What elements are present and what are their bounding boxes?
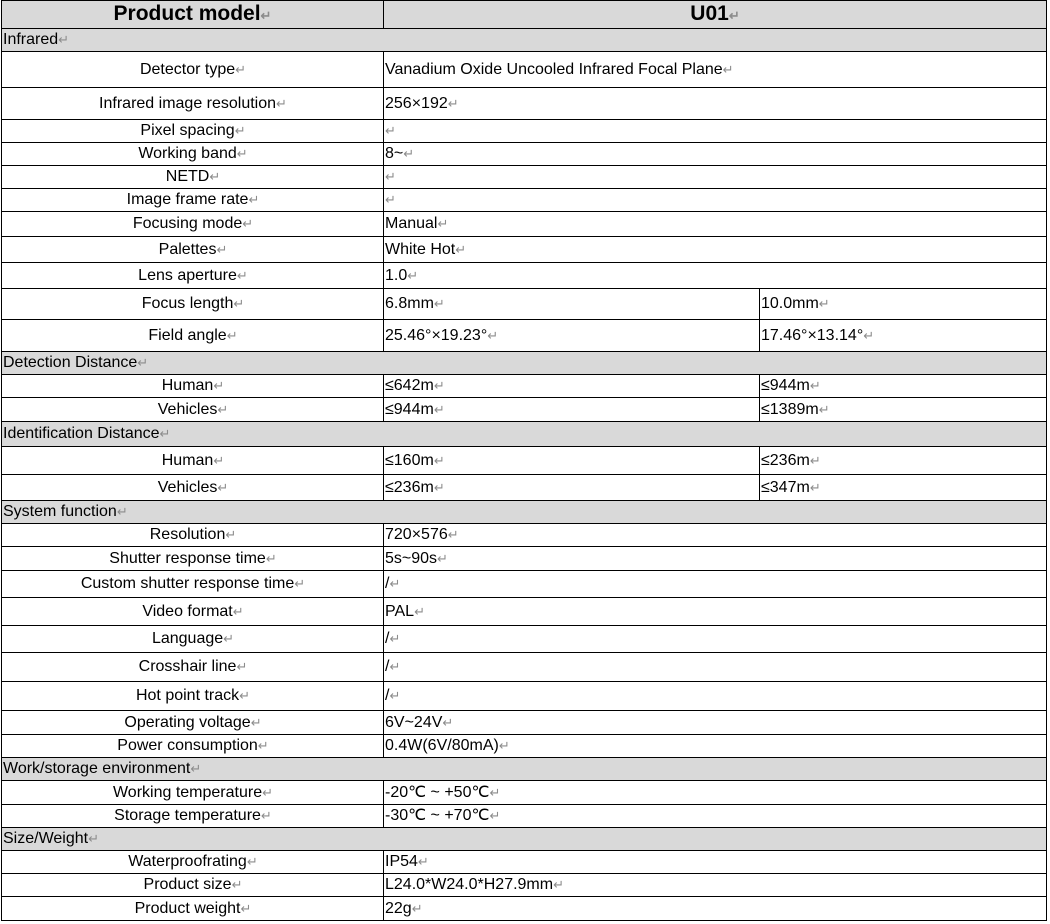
return-mark: ↵: [722, 61, 734, 77]
spec-label: Vehicles: [157, 478, 218, 496]
section-label: Infrared: [3, 31, 59, 48]
spec-row: [2, 626, 1047, 653]
spec-row: [2, 805, 1047, 828]
spec-label: Lens aperture: [138, 266, 237, 284]
return-mark: ↵: [58, 32, 70, 47]
spec-value-cell: [384, 682, 1047, 711]
spec-value-1-cell: [384, 289, 760, 320]
spec-value: L24.0*W24.0*H27.9mm: [385, 876, 554, 893]
spec-label: Working band: [138, 145, 237, 162]
return-mark: ↵: [417, 854, 429, 869]
return-mark: ↵: [116, 504, 128, 519]
spec-row: [2, 547, 1047, 571]
spec-label: Vehicles: [157, 400, 218, 418]
spec-row: [2, 781, 1047, 805]
return-mark: ↵: [213, 378, 225, 393]
header-label: Product model: [113, 1, 261, 25]
section-row: [2, 352, 1047, 375]
spec-label-cell: [2, 626, 384, 653]
spec-value-cell: [384, 547, 1047, 571]
spec-row: [2, 289, 1047, 320]
spec-value-cell: [384, 626, 1047, 653]
return-mark: ↵: [246, 854, 258, 869]
spec-label: Working temperature: [112, 783, 263, 801]
spec-value: -20℃ ~ +50℃: [385, 783, 490, 801]
spec-value-2-cell: [760, 375, 1047, 398]
spec-label-cell: [2, 212, 384, 237]
return-mark: ↵: [403, 146, 415, 161]
return-mark: ↵: [137, 355, 149, 370]
spec-value: 22g: [385, 899, 412, 917]
return-mark: ↵: [217, 401, 229, 417]
spec-value-cell: [384, 805, 1047, 828]
spec-label-cell: [2, 88, 384, 120]
spec-row: [2, 874, 1047, 897]
spec-value-cell: [384, 874, 1047, 897]
spec-value-cell: [384, 735, 1047, 758]
return-mark: ↵: [234, 123, 246, 138]
spec-label-cell: [2, 781, 384, 805]
return-mark: ↵: [225, 527, 237, 542]
spec-row: [2, 398, 1047, 422]
spec-value-cell: [384, 524, 1047, 547]
return-mark: ↵: [235, 61, 247, 77]
spec-row: [2, 189, 1047, 212]
return-mark: ↵: [262, 784, 273, 800]
spec-value: /: [385, 687, 390, 704]
spec-value: PAL: [385, 602, 415, 620]
spec-row: [2, 166, 1047, 189]
spec-label: Product weight: [134, 899, 241, 917]
spec-label-cell: [2, 897, 384, 921]
spec-label: Human: [161, 451, 214, 469]
spec-value-cell: [384, 781, 1047, 805]
section-label-cell: [2, 758, 1047, 781]
spec-label: Power consumption: [117, 737, 258, 754]
spec-value: 5s~90s: [385, 549, 438, 567]
spec-label: NETD: [165, 168, 210, 185]
spec-label-cell: [2, 547, 384, 571]
return-mark: ↵: [257, 738, 269, 753]
spec-row: [2, 475, 1047, 501]
return-mark: ↵: [433, 479, 445, 495]
spec-row: [2, 263, 1047, 289]
return-mark: ↵: [437, 550, 448, 566]
spec-value-2: 10.0mm: [761, 295, 819, 312]
spec-label: Hot point track: [135, 687, 240, 704]
section-label: System function: [3, 503, 117, 520]
spec-value-1: 6.8mm: [385, 295, 434, 312]
spec-value: 0.4W(6V/80mA): [385, 737, 499, 754]
return-mark: ↵: [809, 378, 821, 393]
spec-row: [2, 653, 1047, 682]
spec-row: [2, 711, 1047, 735]
spec-row: [2, 52, 1047, 88]
header-label-cell: [2, 1, 384, 29]
spec-label-cell: [2, 735, 384, 758]
section-label-cell: [2, 29, 1047, 52]
header-model: U01: [690, 1, 729, 25]
spec-label-cell: [2, 52, 384, 88]
section-label-cell: [2, 422, 1047, 447]
spec-label-cell: [2, 237, 384, 263]
spec-label: Palettes: [158, 240, 217, 258]
spec-row: [2, 682, 1047, 711]
spec-label: Video format: [142, 602, 233, 620]
spec-value-2: ≤236m: [761, 451, 810, 469]
section-label: Identification Distance: [3, 425, 160, 442]
section-row: [2, 758, 1047, 781]
return-mark: ↵: [487, 327, 499, 343]
spec-row: [2, 375, 1047, 398]
spec-label: Storage temperature: [114, 807, 261, 824]
return-mark: ↵: [455, 241, 467, 257]
return-mark: ↵: [447, 95, 459, 111]
return-mark: ↵: [863, 327, 875, 343]
spec-row: [2, 897, 1047, 921]
spec-value-cell: [384, 653, 1047, 682]
section-row: [2, 422, 1047, 447]
spec-label: Crosshair line: [138, 658, 237, 675]
return-mark: ↵: [88, 831, 99, 846]
return-mark: ↵: [433, 452, 445, 468]
spec-value-1: ≤236m: [385, 478, 434, 496]
spec-value-cell: [384, 263, 1047, 289]
return-mark: ↵: [236, 659, 248, 674]
return-mark: ↵: [236, 267, 248, 283]
return-mark: ↵: [159, 426, 171, 441]
return-mark: ↵: [223, 631, 235, 646]
return-mark: ↵: [433, 401, 445, 417]
spec-value: Vanadium Oxide Uncooled Infrared Focal Plane: [385, 60, 723, 78]
spec-value-2: ≤944m: [761, 377, 810, 394]
spec-label-cell: [2, 289, 384, 320]
spec-value-cell: [384, 711, 1047, 735]
return-mark: ↵: [447, 527, 459, 542]
spec-value-2-cell: [760, 320, 1047, 352]
return-mark: ↵: [242, 216, 254, 231]
spec-value-cell: [384, 189, 1047, 212]
return-mark: ↵: [248, 192, 260, 207]
section-label: Size/Weight: [3, 830, 89, 847]
return-mark: ↵: [489, 784, 501, 800]
spec-value: 1.0: [385, 266, 408, 284]
return-mark: ↵: [294, 576, 306, 591]
return-mark: ↵: [239, 688, 251, 703]
spec-value-2-cell: [760, 475, 1047, 501]
spec-value-cell: [384, 212, 1047, 237]
spec-value-cell: [384, 851, 1047, 874]
spec-value-cell: [384, 571, 1047, 598]
spec-label-cell: [2, 475, 384, 501]
return-mark: ↵: [213, 452, 225, 468]
section-label-cell: [2, 352, 1047, 375]
spec-label-cell: [2, 805, 384, 828]
spec-value-2-cell: [760, 289, 1047, 320]
spec-value-1-cell: [384, 375, 760, 398]
section-label: Work/storage environment: [3, 760, 191, 777]
return-mark: ↵: [209, 169, 221, 184]
spec-row: [2, 120, 1047, 143]
return-mark: ↵: [553, 877, 564, 892]
spec-value: /: [385, 658, 390, 675]
spec-value-1: ≤642m: [385, 377, 434, 394]
spec-value-cell: [384, 120, 1047, 143]
spec-value-2-cell: [760, 398, 1047, 422]
section-row: [2, 828, 1047, 851]
return-mark: ↵: [809, 479, 821, 495]
return-mark: ↵: [389, 631, 401, 646]
return-mark: ↵: [433, 296, 445, 311]
spec-value-cell: [384, 88, 1047, 120]
spec-value-2: ≤347m: [761, 478, 810, 496]
return-mark: ↵: [231, 877, 243, 892]
spec-row: [2, 735, 1047, 758]
spec-value-2-cell: [760, 447, 1047, 475]
spec-row: [2, 571, 1047, 598]
return-mark: ↵: [216, 241, 228, 257]
return-mark: ↵: [411, 900, 423, 916]
return-mark: ↵: [260, 7, 272, 23]
return-mark: ↵: [233, 296, 245, 311]
return-mark: ↵: [498, 738, 510, 753]
section-row: [2, 29, 1047, 52]
return-mark: ↵: [385, 169, 396, 184]
spec-label: Resolution: [149, 526, 226, 543]
spec-row: [2, 851, 1047, 874]
spec-value: IP54: [385, 853, 418, 870]
spec-value: White Hot: [385, 240, 456, 258]
spec-label: Focus length: [141, 295, 234, 312]
spec-value: 256×192: [385, 94, 448, 112]
spec-label-cell: [2, 320, 384, 352]
spec-value-1-cell: [384, 320, 760, 352]
spec-label-cell: [2, 524, 384, 547]
spec-row: [2, 320, 1047, 352]
spec-label-cell: [2, 851, 384, 874]
spec-value-cell: [384, 52, 1047, 88]
return-mark: ↵: [250, 714, 262, 730]
spec-value-cell: [384, 598, 1047, 626]
spec-value-1: ≤160m: [385, 451, 434, 469]
spec-label-cell: [2, 143, 384, 166]
spec-value-1-cell: [384, 398, 760, 422]
spec-row: [2, 212, 1047, 237]
return-mark: ↵: [437, 216, 449, 231]
return-mark: ↵: [236, 146, 248, 161]
spec-label-cell: [2, 189, 384, 212]
header-model-cell: [384, 1, 1047, 29]
return-mark: ↵: [190, 761, 202, 776]
spec-label: Field angle: [148, 326, 227, 344]
spec-label: Focusing mode: [132, 215, 243, 232]
spec-label: Human: [161, 377, 214, 394]
return-mark: ↵: [809, 452, 821, 468]
spec-label: Detector type: [139, 60, 236, 78]
spec-value: Manual: [385, 215, 438, 232]
spec-label-cell: [2, 598, 384, 626]
return-mark: ↵: [407, 267, 419, 283]
spec-label: Custom shutter response time: [80, 575, 295, 592]
spec-label-cell: [2, 653, 384, 682]
spec-value-1-cell: [384, 447, 760, 475]
spec-label: Pixel spacing: [140, 122, 235, 139]
section-label: Detection Distance: [3, 354, 138, 371]
return-mark: ↵: [818, 296, 830, 311]
spec-label-cell: [2, 571, 384, 598]
spec-row: [2, 524, 1047, 547]
return-mark: ↵: [226, 327, 238, 343]
spec-value: 8~: [385, 145, 404, 162]
spec-row: [2, 88, 1047, 120]
spec-value-cell: [384, 166, 1047, 189]
return-mark: ↵: [276, 95, 287, 111]
return-mark: ↵: [414, 603, 425, 619]
return-mark: ↵: [442, 714, 454, 730]
header-row: [2, 1, 1047, 29]
spec-value-cell: [384, 897, 1047, 921]
section-label-cell: [2, 501, 1047, 524]
spec-label-cell: [2, 447, 384, 475]
spec-label-cell: [2, 263, 384, 289]
spec-row: [2, 598, 1047, 626]
spec-label: Language: [151, 630, 224, 647]
spec-label-cell: [2, 682, 384, 711]
return-mark: ↵: [389, 659, 401, 674]
spec-label: Waterproofrating: [128, 853, 247, 870]
spec-table-body: [2, 1, 1047, 921]
spec-value-1: ≤944m: [385, 400, 434, 418]
spec-label-cell: [2, 375, 384, 398]
return-mark: ↵: [728, 7, 740, 23]
spec-value-1: 25.46°×19.23°: [385, 326, 488, 344]
spec-label-cell: [2, 166, 384, 189]
spec-label-cell: [2, 711, 384, 735]
section-label-cell: [2, 828, 1047, 851]
return-mark: ↵: [818, 401, 830, 417]
return-mark: ↵: [260, 808, 272, 823]
spec-row: [2, 143, 1047, 166]
return-mark: ↵: [232, 603, 244, 619]
return-mark: ↵: [217, 479, 229, 495]
spec-value: -30℃ ~ +70℃: [385, 807, 490, 824]
return-mark: ↵: [240, 900, 252, 916]
return-mark: ↵: [433, 378, 445, 393]
spec-label: Infrared image resolution: [99, 94, 277, 112]
spec-label: Product size: [143, 876, 232, 893]
spec-label-cell: [2, 874, 384, 897]
spec-value-2: ≤1389m: [761, 400, 819, 418]
spec-value: 720×576: [385, 526, 448, 543]
return-mark: ↵: [389, 576, 401, 591]
spec-value-1-cell: [384, 475, 760, 501]
spec-label-cell: [2, 120, 384, 143]
spec-value-2: 17.46°×13.14°: [761, 326, 864, 344]
spec-label-cell: [2, 398, 384, 422]
return-mark: ↵: [385, 123, 396, 138]
spec-label: Image frame rate: [126, 191, 249, 208]
spec-value-cell: [384, 237, 1047, 263]
spec-label: Shutter response time: [109, 549, 266, 567]
return-mark: ↵: [489, 808, 501, 823]
return-mark: ↵: [265, 550, 277, 566]
return-mark: ↵: [389, 688, 401, 703]
section-row: [2, 501, 1047, 524]
spec-value: 6V~24V: [385, 713, 443, 731]
spec-label: Operating voltage: [124, 713, 251, 731]
spec-row: [2, 237, 1047, 263]
spec-value-cell: [384, 143, 1047, 166]
spec-value: /: [385, 630, 390, 647]
spec-row: [2, 447, 1047, 475]
spec-value: /: [385, 575, 390, 592]
spec-table: [1, 0, 1047, 921]
return-mark: ↵: [385, 192, 396, 207]
